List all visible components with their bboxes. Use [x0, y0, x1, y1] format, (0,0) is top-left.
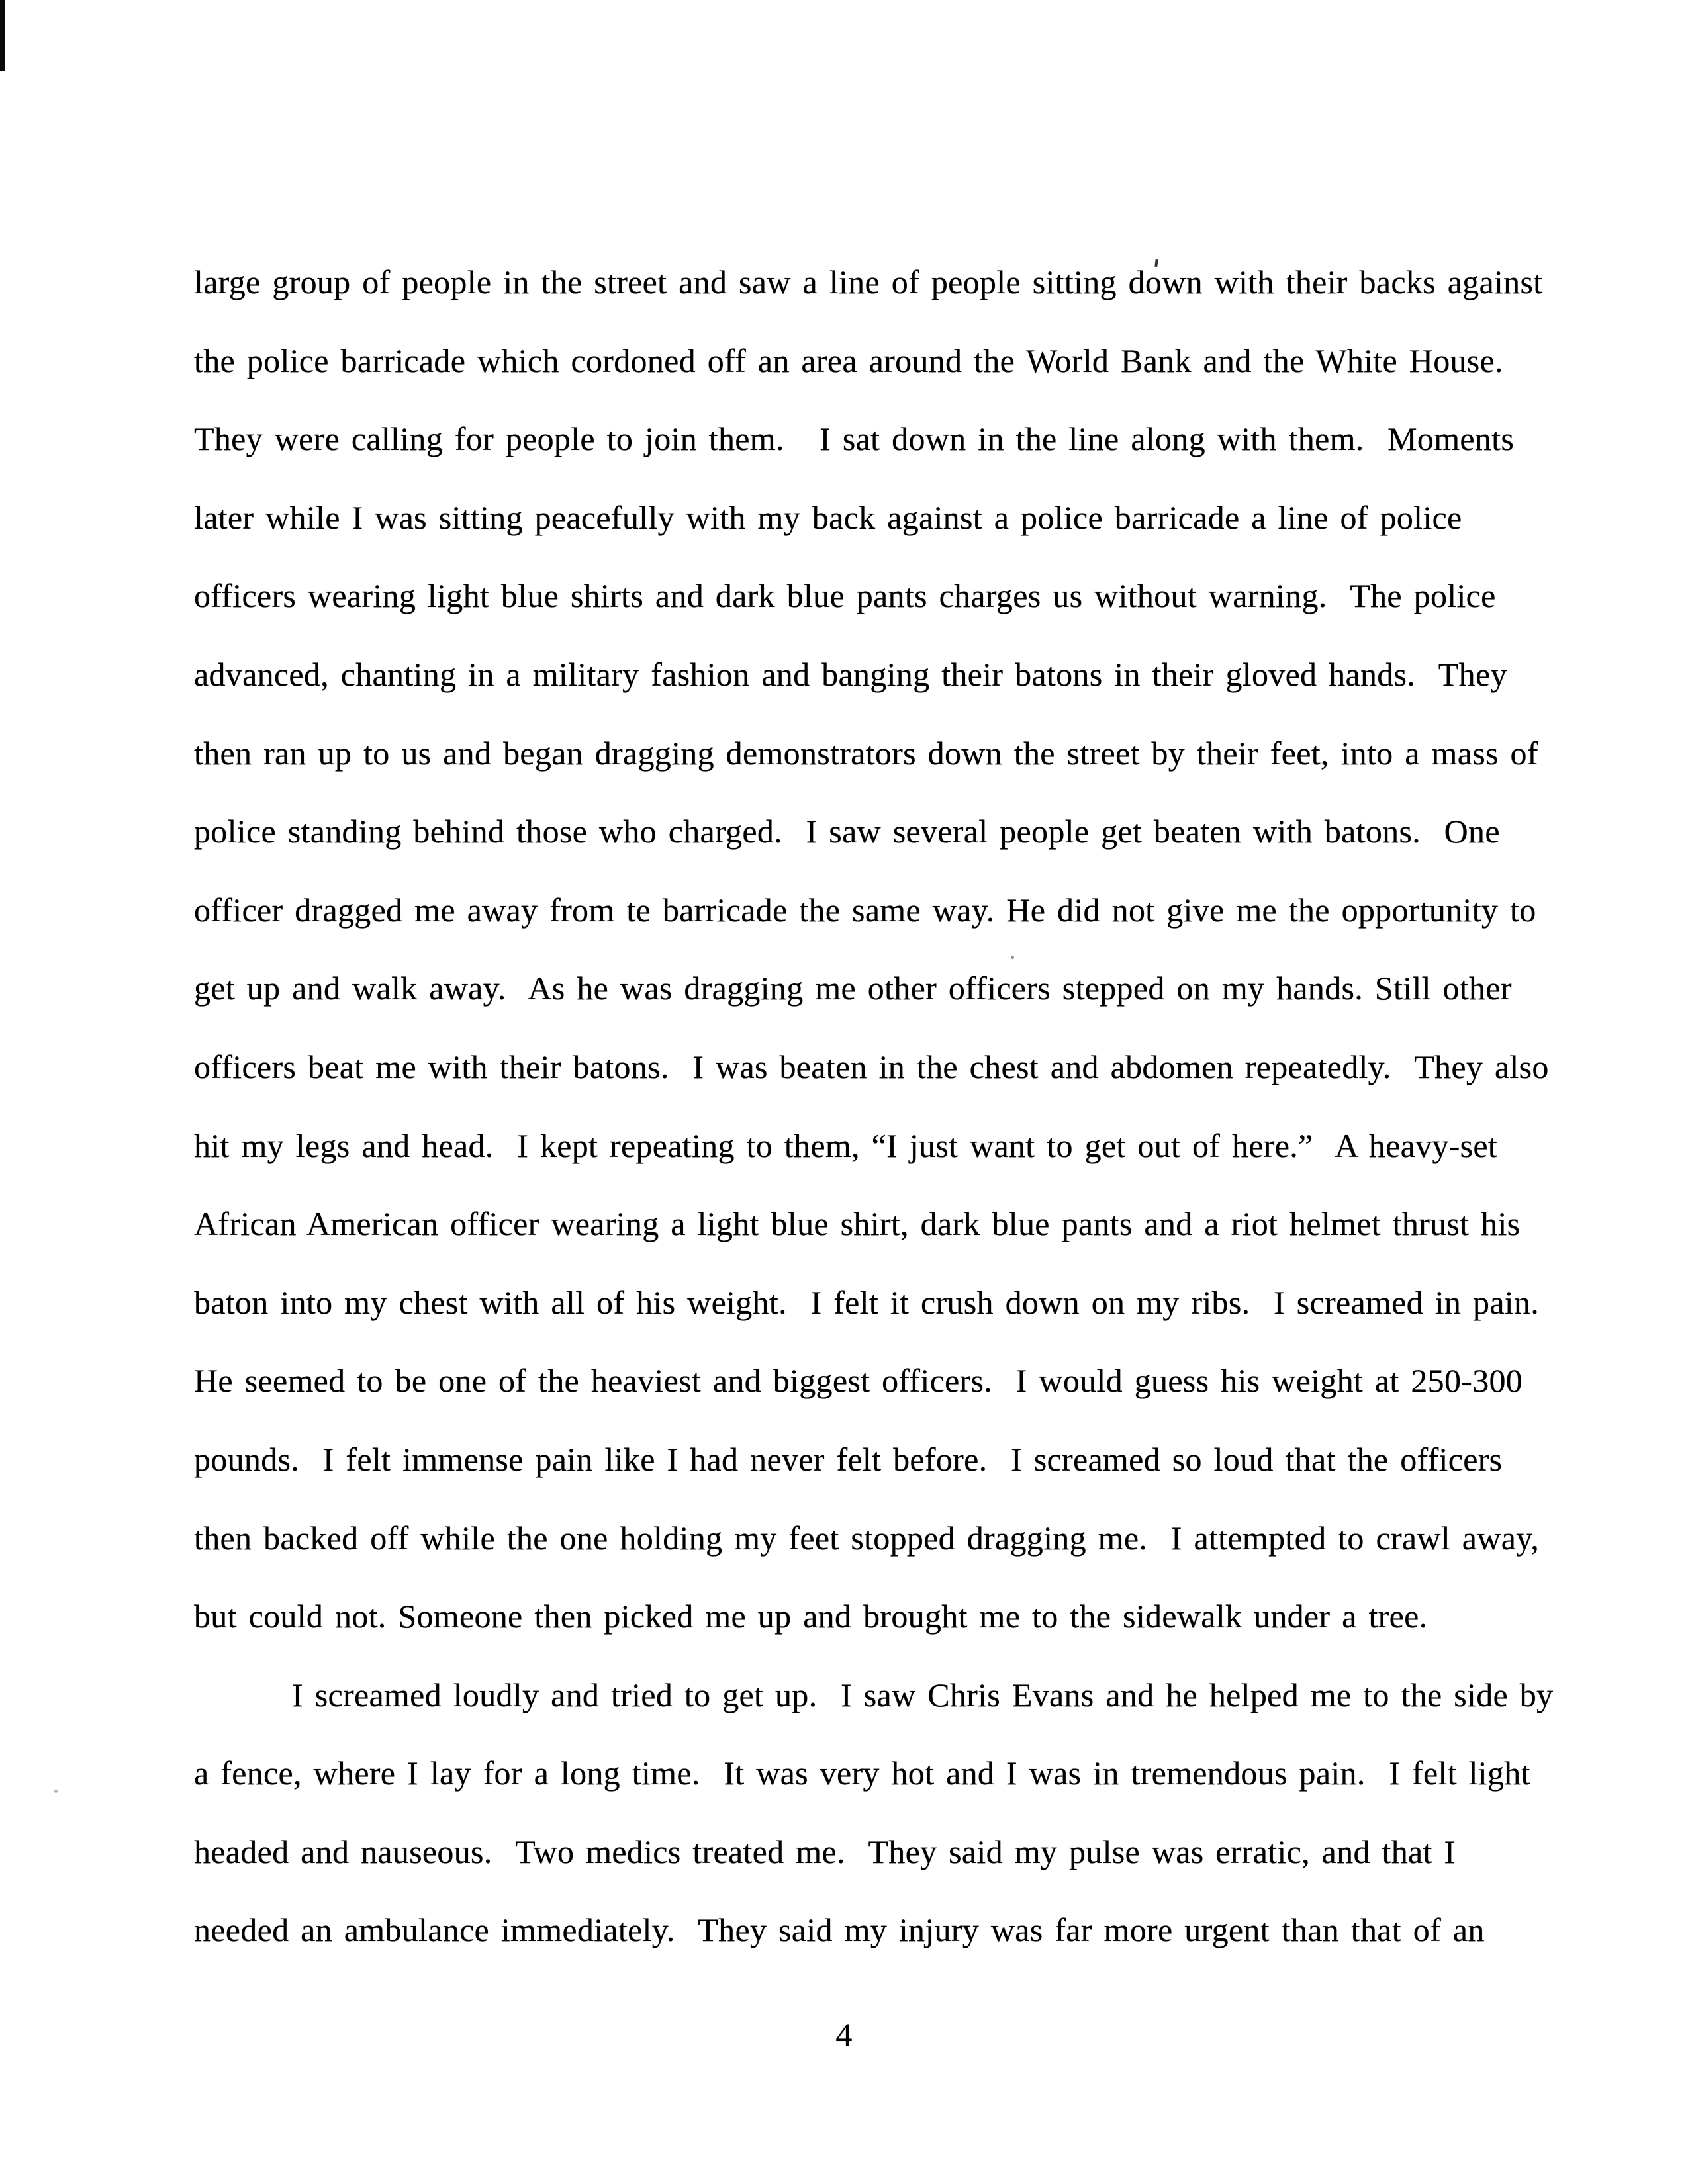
text-line: baton into my chest with all of his weight. I felt it crush down on my ribs. I screamed in pain. [194, 1283, 1540, 1321]
text-line: African American officer wearing a light blue shirt, dark blue pants and a riot helmet thrust his [194, 1205, 1521, 1243]
text-line: then backed off while the one holding my feet stopped dragging me. I attempted to crawl away, [194, 1519, 1540, 1557]
text-line: needed an ambulance immediately. They said my injury was far more urgent than that of an [194, 1911, 1485, 1949]
text-line: advanced, chanting in a military fashion and banging their batons in their gloved hands. They [194, 655, 1507, 693]
text-line: but could not. Someone then picked me up and brought me to the sidewalk under a tree. [194, 1598, 1428, 1635]
text-line: the police barricade which cordoned off an area around the World Bank and the White House. [194, 341, 1503, 379]
scan-artifact-speck-icon [54, 1790, 58, 1793]
text-line: later while I was sitting peacefully with my back against a police barricade a line of police [194, 498, 1462, 536]
text-line: large group of people in the street and saw a line of people sitting down with their backs against [194, 263, 1543, 300]
text-line: He seemed to be one of the heaviest and biggest officers. I would guess his weight at 250-300 [194, 1362, 1523, 1400]
text-line: then ran up to us and began dragging demonstrators down the street by their feet, into a mass of [194, 734, 1538, 772]
text-line: pounds. I felt immense pain like I had never felt before. I screamed so loud that the officers [194, 1440, 1503, 1478]
text-line: a fence, where I lay for a long time. It was very hot and I was in tremendous pain. I felt light [194, 1754, 1530, 1792]
page-number: 4 [835, 2016, 853, 2053]
scan-artifact-corner-bar-icon [0, 0, 5, 71]
text-line: officers wearing light blue shirts and dark blue pants charges us without warning. The police [194, 577, 1496, 615]
text-line: They were calling for people to join them. I sat down in the line along with them. Moments [194, 420, 1515, 458]
text-line: get up and walk away. As he was dragging me other officers stepped on my hands. Still other [194, 970, 1512, 1007]
text-line: I screamed loudly and tried to get up. I saw Chris Evans and he helped me to the side by [292, 1676, 1554, 1713]
text-line: police standing behind those who charged. I saw several people get beaten with batons. One [194, 813, 1500, 850]
text-line: headed and nauseous. Two medics treated me. They said my pulse was erratic, and that I [194, 1833, 1456, 1870]
declaration-text-block [194, 243, 1584, 1970]
text-line: hit my legs and head. I kept repeating to them, “I just want to get out of here.” A heavy-set [194, 1126, 1498, 1164]
text-line: officer dragged me away from te barricade the same way. He did not give me the opportunity to [194, 891, 1536, 929]
text-line: officers beat me with their batons. I was beaten in the chest and abdomen repeatedly. They also [194, 1048, 1549, 1085]
